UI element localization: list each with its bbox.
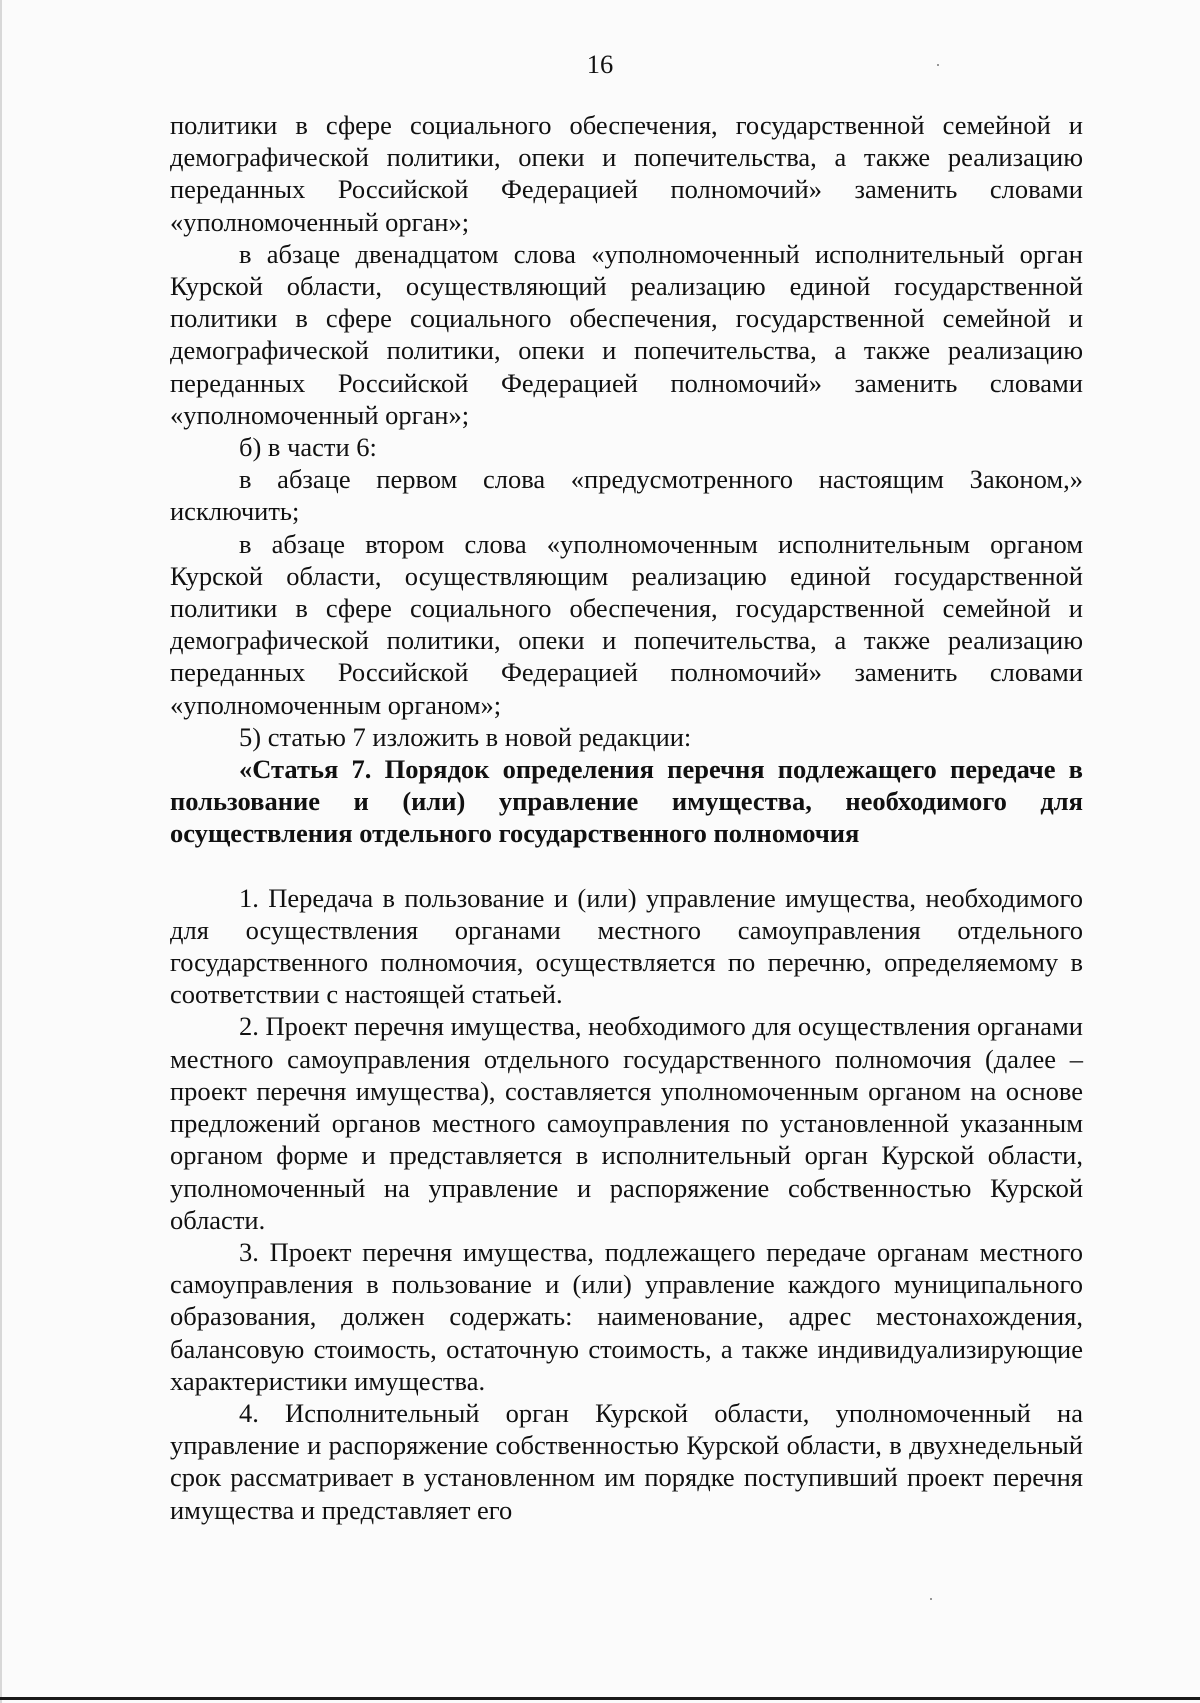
scan-bottom-edge	[0, 1697, 1200, 1700]
paragraph-continuation: политики в сфере социального обеспечения, государственной семейной и демографической политики, опеки и попечительства, а также реализацию переданных Российской Федерацией полномочий» заменить словами «уполномоченный орган»;	[170, 110, 1083, 237]
article-7-clause-2: 2. Проект перечня имущества, необходимого для осуществления органами местного самоуправления отдельного государственного полномочия (далее – проект перечня имущества), составляется уполномоченным органом на основе предложений органов местного самоуправления по установленной указанным органом форме и представляется в исполнительный орган Курской области, уполномоченный на управление и распоряжение собственностью Курской области.	[170, 1011, 1083, 1235]
page-number: 16	[586, 49, 614, 79]
article-7-heading: «Статья 7. Порядок определения перечня подлежащего передаче в пользование и (или) управление имущества, необходимого для осуществления отдельного государственного полномочия	[170, 754, 1083, 849]
article-7-clause-3: 3. Проект перечня имущества, подлежащего передаче органам местного самоуправления в пользование и (или) управление каждого муниципального образования, должен содержать: наименование, адрес местонахождения, балансовую стоимость, остаточную стоимость, а также индивидуализирующие характеристики имущества.	[170, 1236, 1083, 1396]
scan-speck	[937, 64, 939, 66]
scan-left-edge	[0, 0, 2, 1703]
paragraph-amendment-12: в абзаце двенадцатом слова «уполномоченный исполнительный орган Курской области, осуществляющий реализацию единой государственной политики в сфере социального обеспечения, государственной семейной и демографической политики, опеки и попечительства, а также реализацию переданных Российской Федерацией полномочий» заменить словами «уполномоченный орган»;	[170, 238, 1083, 430]
article-7-clause-1: 1. Передача в пользование и (или) управление имущества, необходимого для осуществления органами местного самоуправления отдельного государственного полномочия, осуществляется по перечню, определяемому в соответствии с настоящей статьей.	[170, 882, 1083, 1010]
article-7-clause-4: 4. Исполнительный орган Курской области, уполномоченный на управление и распоряжение собственностью Курской области, в двухнедельный срок рассматривает в установленном им порядке поступивший проект перечня имущества и представляет его	[170, 1397, 1083, 1525]
paragraph-amendment-second: в абзаце втором слова «уполномоченным исполнительным органом Курской области, осуществляющим реализацию единой государственной политики в сфере социального обеспечения, государственной семейной и демографической политики, опеки и попечительства, а также реализацию переданных Российской Федерацией полномочий» заменить словами «уполномоченным органом»;	[170, 528, 1083, 720]
scan-speck	[930, 1598, 932, 1600]
paragraph-part-6: б) в части 6:	[239, 432, 377, 463]
paragraph-article-7-intro: 5) статью 7 изложить в новой редакции:	[239, 721, 692, 752]
document-body	[170, 109, 1083, 1526]
paragraph-amendment-first: в абзаце первом слова «предусмотренного настоящим Законом,» исключить;	[170, 464, 1083, 527]
